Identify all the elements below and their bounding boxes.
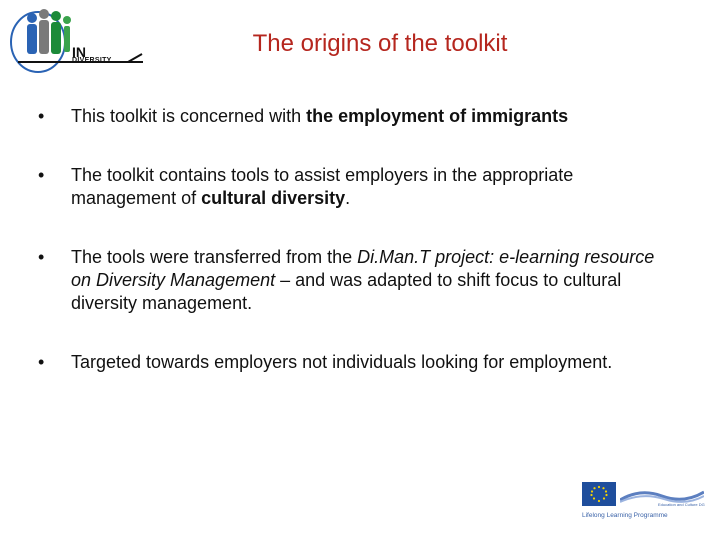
bullet-text: . — [345, 188, 351, 208]
bullet-item — [38, 105, 678, 128]
bullet-list — [38, 100, 678, 374]
bullet-text: The tools were transferred from the — [71, 247, 358, 267]
bullet-text: Targeted towards employers not individuals looking for employment. — [71, 352, 613, 372]
eu-dg-text: Education and Culture DG — [658, 502, 705, 507]
slide-title: The origins of the toolkit — [252, 30, 508, 57]
bullet-marker: • — [38, 247, 45, 267]
bullet-item — [38, 351, 678, 374]
bullet-item — [38, 164, 678, 210]
eu-llp-logo — [578, 478, 708, 526]
bullet-text-bold: cultural diversity — [201, 188, 346, 208]
bullet-item — [38, 246, 678, 315]
bullet-marker: • — [38, 352, 45, 372]
indiversity-logo — [8, 4, 168, 76]
logo-text-diversity: DIVERSITY — [72, 57, 112, 64]
bullet-text: This toolkit is concerned with — [71, 106, 307, 126]
bullet-marker: • — [38, 106, 45, 126]
bullet-marker: • — [38, 165, 45, 185]
bullet-text: The toolkit contains tools to assist employers in the appropriate management of — [71, 165, 574, 208]
bullet-text-italic: Di.Man.T project: e-learning resource on Diversity Management — [71, 247, 655, 290]
eu-flag-icon — [582, 482, 616, 506]
bullet-text-bold: the employment of immigrants — [306, 106, 569, 126]
bullet-text: – and was adapted to shift focus to cultural diversity management. — [71, 270, 622, 313]
logo-text-in: IN — [72, 44, 86, 60]
llp-caption: Lifelong Learning Programme — [582, 512, 668, 519]
logo-figures-icon — [8, 4, 168, 76]
